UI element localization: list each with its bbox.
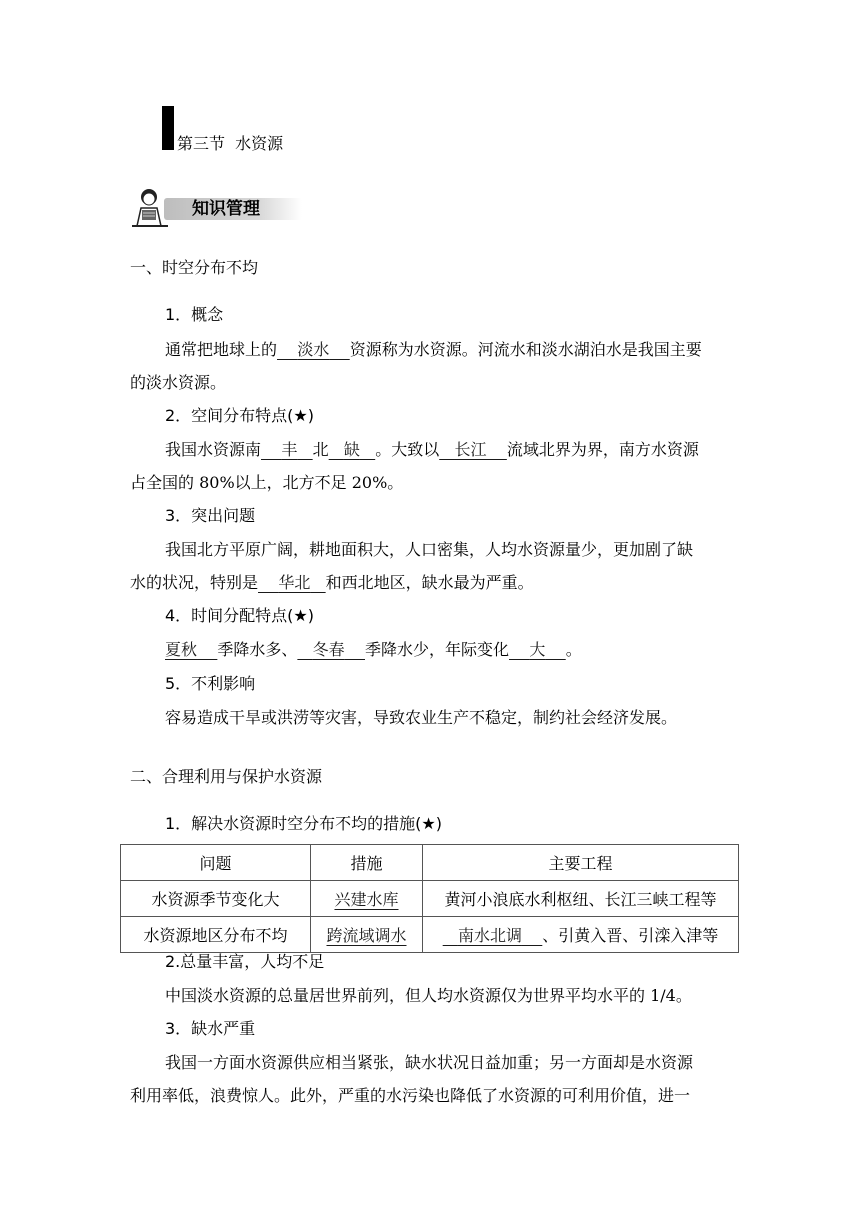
part2-item-2-text: 中国淡水资源的总量居世界前列，但人均水资源仅为世界平均水平的 1/4。 (165, 986, 692, 1005)
text-segment: 资源称为水资源。河流水和淡水湖泊水是我国主要 (349, 340, 702, 359)
table-header-row (121, 845, 739, 881)
text-segment: 流域北界为界，南方水资源 (506, 440, 699, 459)
fill-blank-answer (329, 440, 376, 459)
answer-text: 丰 (281, 440, 298, 459)
item-3-text: 我国北方平原广阔，耕地面积大，人口密集，人均水资源量少，更加剧了缺 (165, 540, 694, 559)
item-3-label: 3．突出问题 (165, 506, 256, 525)
item-2-label: 2．空间分布特点(★) (165, 406, 315, 425)
fill-blank-answer (277, 340, 350, 359)
item-1-label: 1．概念 (165, 305, 224, 324)
text-segment: 季降水少，年际变化 (365, 640, 510, 659)
part2-item-3-text-line2: 利用率低，浪费惊人。此外，严重的水污染也降低了水资源的可利用价值，进一 (130, 1086, 691, 1105)
answer-text: 大 (529, 640, 546, 659)
text-segment: 。大致以 (375, 440, 440, 459)
answer-text: 夏秋 (165, 640, 198, 659)
table-header: 措施 (311, 845, 423, 881)
answer-text: 跨流域调水 (326, 926, 407, 945)
text-segment: 水的状况，特别是 (130, 573, 259, 592)
fill-blank-answer (443, 926, 543, 945)
text-segment: 、引黄入晋、引滦入津等 (542, 926, 719, 945)
part2-item-3-label: 3．缺水严重 (165, 1019, 256, 1038)
heading-part2: 二、合理利用与保护水资源 (130, 767, 323, 786)
item-4-label: 4．时间分配特点(★) (165, 606, 315, 625)
part2-item-3-text: 我国一方面水资源供应相当紧张，缺水状况日益加重；另一方面却是水资源 (165, 1053, 694, 1072)
table-cell (423, 917, 739, 953)
item-3-text-line2 (130, 573, 534, 593)
answer-text: 兴建水库 (334, 890, 399, 909)
reading-student-icon (130, 186, 170, 228)
text-segment: 。 (565, 640, 582, 659)
page-title: 第三节 水资源 (177, 134, 284, 153)
table-row (121, 917, 739, 953)
fill-blank-answer (297, 640, 365, 659)
table-cell (311, 917, 423, 953)
fill-blank-answer (509, 640, 566, 659)
table-cell (311, 881, 423, 917)
answer-text: 长江 (454, 440, 487, 459)
answer-text: 南水北调 (457, 926, 522, 945)
text-segment: 北 (312, 440, 329, 459)
answer-text: 冬春 (312, 640, 345, 659)
item-5-text: 容易造成干旱或洪涝等灾害，导致农业生产不稳定，制约社会经济发展。 (165, 708, 678, 727)
item-2-text-line2: 占全国的 80%以上，北方不足 20%。 (130, 473, 404, 492)
text-segment: 季降水多、 (217, 640, 298, 659)
title-marker-bar (162, 106, 174, 150)
part2-item-1-label: 1．解决水资源时空分布不均的措施(★) (165, 814, 443, 833)
item-1-text-line2: 的淡水资源。 (130, 373, 227, 392)
fill-blank-answer (258, 573, 326, 592)
fill-blank-answer (261, 440, 313, 459)
item-2-text (165, 440, 699, 460)
table-cell: 黄河小浪底水利枢纽、长江三峡工程等 (423, 881, 739, 917)
heading-part1: 一、时空分布不均 (130, 258, 259, 277)
answer-text: 淡水 (297, 340, 330, 359)
table-row (121, 881, 739, 917)
item-1-text (165, 340, 702, 360)
table-cell: 水资源季节变化大 (121, 881, 311, 917)
table-header: 问题 (121, 845, 311, 881)
table-header: 主要工程 (423, 845, 739, 881)
table-cell: 水资源地区分布不均 (121, 917, 311, 953)
text-segment: 通常把地球上的 (165, 340, 278, 359)
item-4-text (165, 640, 582, 660)
item-5-label: 5．不利影响 (165, 674, 256, 693)
fill-blank-answer (439, 440, 507, 459)
text-segment: 和西北地区，缺水最为严重。 (325, 573, 534, 592)
measures-table (120, 844, 739, 953)
fill-blank-answer (165, 640, 217, 659)
answer-text: 华北 (278, 573, 311, 592)
part2-item-2-label: 2.总量丰富，人均不足 (165, 952, 325, 971)
text-segment: 我国水资源南 (165, 440, 262, 459)
answer-text: 缺 (343, 440, 360, 459)
banner-label: 知识管理 (192, 199, 260, 219)
banner-knowledge-management (130, 186, 302, 228)
